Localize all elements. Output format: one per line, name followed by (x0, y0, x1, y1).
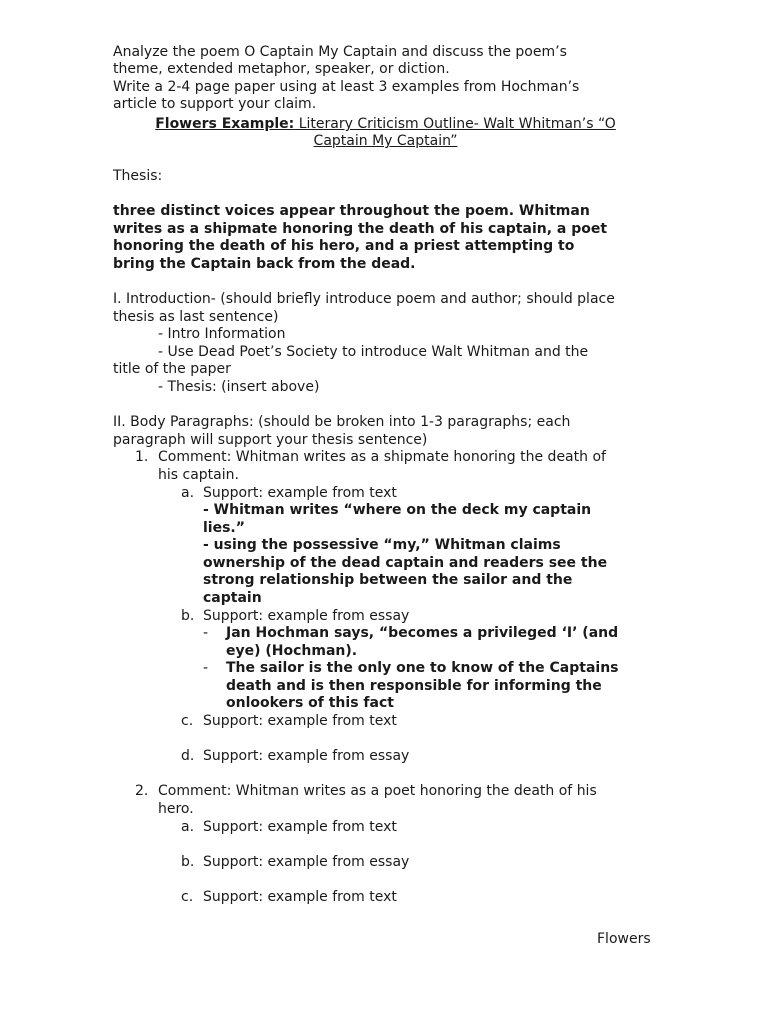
support-item: Support: example from text (203, 485, 397, 501)
dash-bullet: - (203, 660, 209, 676)
support-item: Support: example from essay (203, 748, 410, 764)
quote-line: - Whitman writes “where on the deck my captain (203, 502, 592, 518)
instruction-line-2: theme, extended metaphor, speaker, or diction. (113, 61, 450, 77)
essay-note-line: onlookers of this fact (226, 695, 394, 711)
title-bold-label: Flowers Example: (155, 116, 295, 132)
support-item: Support: example from text (203, 889, 397, 905)
list-marker: c. (181, 713, 194, 729)
instruction-line-4: article to support your claim. (113, 96, 317, 112)
support-item: Support: example from text (203, 713, 397, 729)
quote-line: lies.” (203, 520, 245, 536)
document-title-line-2: Captain My Captain” (313, 133, 458, 149)
instruction-line-3: Write a 2-4 page paper using at least 3 examples from Hochman’s (113, 79, 580, 95)
list-marker: b. (181, 854, 195, 870)
thesis-line: writes as a shipmate honoring the death of his captain, a poet (113, 221, 608, 237)
title-rest: Literary Criticism Outline- Walt Whitman’s “O (294, 116, 616, 132)
analysis-line: - using the possessive “my,” Whitman claims (203, 537, 561, 553)
analysis-line: captain (203, 590, 262, 606)
list-marker: a. (181, 485, 195, 501)
support-item: Support: example from essay (203, 608, 410, 624)
footer-author: Flowers (597, 931, 651, 947)
introduction-item: - Use Dead Poet’s Society to introduce Walt Whitman and the (158, 344, 589, 360)
introduction-item: - Intro Information (158, 326, 286, 342)
list-marker: a. (181, 819, 195, 835)
comment-2-line-2: hero. (158, 801, 194, 817)
list-marker: b. (181, 608, 195, 624)
support-item: Support: example from essay (203, 854, 410, 870)
analysis-line: ownership of the dead captain and readers see the (203, 555, 608, 571)
essay-quote-line: Jan Hochman says, “becomes a privileged ‘I’ (and (226, 625, 619, 641)
thesis-line: bring the Captain back from the dead. (113, 256, 416, 272)
instruction-line-1: Analyze the poem O Captain My Captain and discuss the poem’s (113, 44, 567, 60)
analysis-line: strong relationship between the sailor and the (203, 572, 573, 588)
document-title-line-1 (113, 116, 658, 133)
introduction-heading-line-2: thesis as last sentence) (113, 309, 279, 325)
support-item: Support: example from text (203, 819, 397, 835)
essay-note-line: death and is then responsible for informing the (226, 678, 602, 694)
dash-bullet: - (203, 625, 209, 641)
introduction-heading-line-1: I. Introduction- (should briefly introduce poem and author; should place (113, 291, 615, 307)
list-number: 2. (135, 783, 149, 799)
body-heading-line-1: II. Body Paragraphs: (should be broken into 1-3 paragraphs; each (113, 414, 571, 430)
body-heading-line-2: paragraph will support your thesis sentence) (113, 432, 428, 448)
list-marker: c. (181, 889, 194, 905)
essay-note-line: The sailor is the only one to know of the Captains (226, 660, 619, 676)
list-marker: d. (181, 748, 195, 764)
thesis-line: honoring the death of his hero, and a priest attempting to (113, 238, 575, 254)
introduction-item: - Thesis: (insert above) (158, 379, 320, 395)
essay-quote-line: eye) (Hochman). (226, 643, 358, 659)
comment-1-line-1: Comment: Whitman writes as a shipmate honoring the death of (158, 449, 606, 465)
thesis-line: three distinct voices appear throughout the poem. Whitman (113, 203, 590, 219)
introduction-item-continuation: title of the paper (113, 361, 231, 377)
comment-2-line-1: Comment: Whitman writes as a poet honoring the death of his (158, 783, 597, 799)
thesis-label: Thesis: (113, 168, 163, 184)
comment-1-line-2: his captain. (158, 467, 239, 483)
list-number: 1. (135, 449, 149, 465)
